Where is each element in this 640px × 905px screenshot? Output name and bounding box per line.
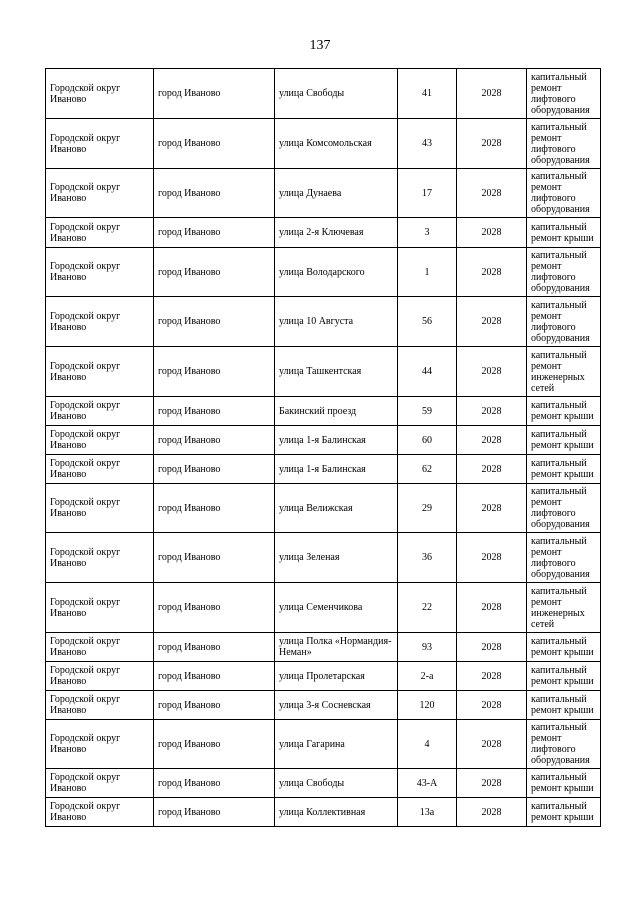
district-cell: Городской округ Иваново [46,720,154,769]
street-cell: улица 1-я Балинская [275,426,398,455]
table-row [46,662,601,691]
street-cell: улица Полка «Нормандия-Неман» [275,633,398,662]
district-cell: Городской округ Иваново [46,347,154,397]
house-number-cell: 13а [398,798,457,827]
work-type-cell: капитальный ремонт лифтового оборудования [527,297,601,347]
house-number-cell: 22 [398,583,457,633]
city-cell: город Иваново [154,798,275,827]
year-cell: 2028 [457,633,527,662]
district-cell: Городской округ Иваново [46,248,154,297]
year-cell: 2028 [457,218,527,248]
house-number-cell: 4 [398,720,457,769]
table-row [46,426,601,455]
work-type-cell: капитальный ремонт крыши [527,691,601,720]
table-row [46,169,601,218]
district-cell: Городской округ Иваново [46,769,154,798]
street-cell: улица Зеленая [275,533,398,583]
city-cell: город Иваново [154,218,275,248]
street-cell: улица Володарского [275,248,398,297]
city-cell: город Иваново [154,769,275,798]
house-number-cell: 56 [398,297,457,347]
year-cell: 2028 [457,426,527,455]
work-type-cell: капитальный ремонт лифтового оборудования [527,248,601,297]
house-number-cell: 43 [398,119,457,169]
year-cell: 2028 [457,691,527,720]
year-cell: 2028 [457,397,527,426]
year-cell: 2028 [457,484,527,533]
table-row [46,297,601,347]
year-cell: 2028 [457,662,527,691]
year-cell: 2028 [457,798,527,827]
city-cell: город Иваново [154,69,275,119]
district-cell: Городской округ Иваново [46,662,154,691]
city-cell: город Иваново [154,533,275,583]
city-cell: город Иваново [154,119,275,169]
table-row [46,720,601,769]
city-cell: город Иваново [154,397,275,426]
city-cell: город Иваново [154,297,275,347]
work-type-cell: капитальный ремонт лифтового оборудования [527,484,601,533]
street-cell: улица Дунаева [275,169,398,218]
work-type-cell: капитальный ремонт инженерных сетей [527,583,601,633]
city-cell: город Иваново [154,347,275,397]
table-row [46,397,601,426]
table-row [46,484,601,533]
city-cell: город Иваново [154,662,275,691]
city-cell: город Иваново [154,484,275,533]
table-row [46,119,601,169]
table-row [46,798,601,827]
house-number-cell: 36 [398,533,457,583]
district-cell: Городской округ Иваново [46,633,154,662]
house-number-cell: 60 [398,426,457,455]
work-type-cell: капитальный ремонт крыши [527,218,601,248]
city-cell: город Иваново [154,455,275,484]
city-cell: город Иваново [154,426,275,455]
district-cell: Городской округ Иваново [46,455,154,484]
house-number-cell: 3 [398,218,457,248]
street-cell: улица Свободы [275,769,398,798]
work-type-cell: капитальный ремонт крыши [527,662,601,691]
work-type-cell: капитальный ремонт лифтового оборудования [527,533,601,583]
street-cell: улица Велижская [275,484,398,533]
district-cell: Городской округ Иваново [46,169,154,218]
district-cell: Городской округ Иваново [46,533,154,583]
street-cell: улица 10 Августа [275,297,398,347]
table-row [46,533,601,583]
street-cell: улица 3-я Сосневская [275,691,398,720]
work-type-cell: капитальный ремонт лифтового оборудования [527,169,601,218]
district-cell: Городской округ Иваново [46,69,154,119]
street-cell: улица Пролетарская [275,662,398,691]
district-cell: Городской округ Иваново [46,798,154,827]
work-type-cell: капитальный ремонт лифтового оборудования [527,119,601,169]
table-row [46,248,601,297]
year-cell: 2028 [457,119,527,169]
house-number-cell: 1 [398,248,457,297]
house-number-cell: 93 [398,633,457,662]
work-type-cell: капитальный ремонт крыши [527,798,601,827]
work-type-cell: капитальный ремонт инженерных сетей [527,347,601,397]
work-type-cell: капитальный ремонт крыши [527,633,601,662]
year-cell: 2028 [457,347,527,397]
house-number-cell: 17 [398,169,457,218]
year-cell: 2028 [457,69,527,119]
city-cell: город Иваново [154,633,275,662]
table-row [46,633,601,662]
house-number-cell: 120 [398,691,457,720]
work-type-cell: капитальный ремонт крыши [527,426,601,455]
city-cell: город Иваново [154,691,275,720]
district-cell: Городской округ Иваново [46,218,154,248]
district-cell: Городской округ Иваново [46,484,154,533]
table-row [46,455,601,484]
district-cell: Городской округ Иваново [46,583,154,633]
city-cell: город Иваново [154,720,275,769]
district-cell: Городской округ Иваново [46,426,154,455]
table-row [46,218,601,248]
city-cell: город Иваново [154,583,275,633]
house-number-cell: 43-А [398,769,457,798]
table-row [46,69,601,119]
year-cell: 2028 [457,769,527,798]
work-type-cell: капитальный ремонт крыши [527,455,601,484]
year-cell: 2028 [457,248,527,297]
year-cell: 2028 [457,169,527,218]
city-cell: город Иваново [154,169,275,218]
house-number-cell: 29 [398,484,457,533]
table-row [46,583,601,633]
house-number-cell: 2-а [398,662,457,691]
district-cell: Городской округ Иваново [46,297,154,347]
work-type-cell: капитальный ремонт лифтового оборудования [527,720,601,769]
street-cell: улица Коллективная [275,798,398,827]
year-cell: 2028 [457,297,527,347]
district-cell: Городской округ Иваново [46,119,154,169]
house-number-cell: 59 [398,397,457,426]
city-cell: город Иваново [154,248,275,297]
street-cell: улица Семенчикова [275,583,398,633]
street-cell: улица Гагарина [275,720,398,769]
table-row [46,691,601,720]
district-cell: Городской округ Иваново [46,691,154,720]
house-number-cell: 62 [398,455,457,484]
year-cell: 2028 [457,455,527,484]
street-cell: улица Комсомольская [275,119,398,169]
year-cell: 2028 [457,583,527,633]
street-cell: Бакинский проезд [275,397,398,426]
street-cell: улица Ташкентская [275,347,398,397]
street-cell: улица 2-я Ключевая [275,218,398,248]
work-type-cell: капитальный ремонт лифтового оборудования [527,69,601,119]
page-number: 137 [309,38,331,53]
house-number-cell: 41 [398,69,457,119]
house-number-cell: 44 [398,347,457,397]
table-row [46,769,601,798]
street-cell: улица 1-я Балинская [275,455,398,484]
work-type-cell: капитальный ремонт крыши [527,769,601,798]
housing-repair-table [45,68,601,827]
year-cell: 2028 [457,533,527,583]
year-cell: 2028 [457,720,527,769]
street-cell: улица Свободы [275,69,398,119]
table-row [46,347,601,397]
work-type-cell: капитальный ремонт крыши [527,397,601,426]
district-cell: Городской округ Иваново [46,397,154,426]
